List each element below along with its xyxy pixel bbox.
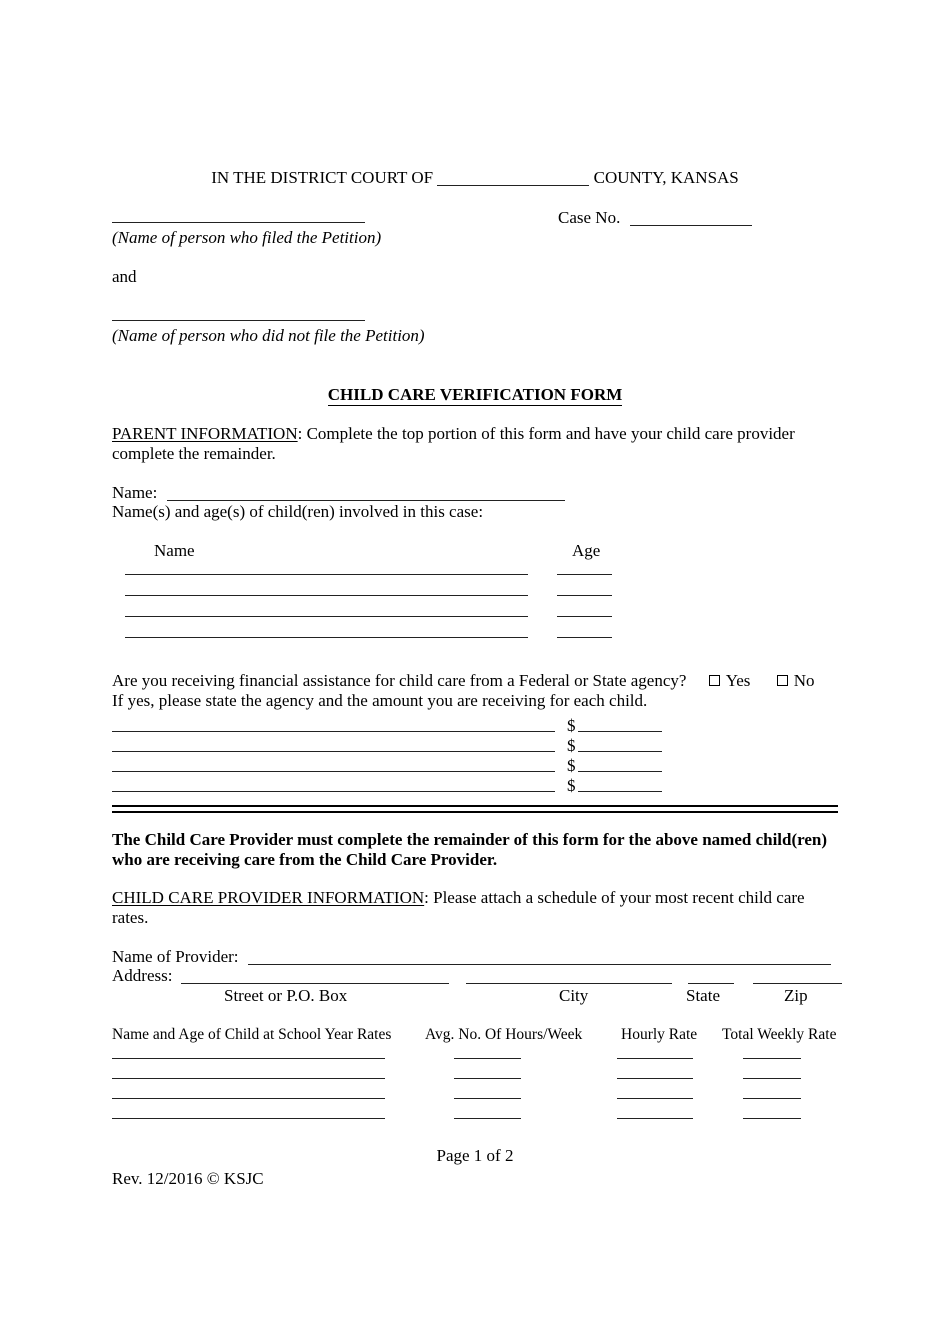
yes-label: Yes: [725, 671, 751, 690]
rate-hours-blank[interactable]: [454, 1098, 521, 1099]
assistance-question: Are you receiving financial assistance for child care from a Federal or State agency?: [112, 671, 687, 690]
form-title: CHILD CARE VERIFICATION FORM: [327, 385, 623, 404]
yes-checkbox[interactable]: [709, 675, 720, 686]
conjunction-and: and: [112, 267, 137, 286]
amount-blank[interactable]: [578, 791, 662, 792]
agency-name-blank[interactable]: [112, 791, 555, 792]
provider-name-blank[interactable]: [248, 947, 831, 965]
state-blank[interactable]: [688, 966, 734, 984]
provider-name-row: [112, 947, 831, 967]
rate-header-hourly: Hourly Rate: [621, 1026, 698, 1043]
child-age-blank[interactable]: [557, 616, 612, 617]
rate-weekly-blank[interactable]: [743, 1058, 801, 1059]
rate-hourly-blank[interactable]: [617, 1078, 693, 1079]
rate-child-blank[interactable]: [112, 1058, 385, 1059]
parent-information-instructions: : Complete the top portion of this form and have your child care provider complete the remainder.: [112, 424, 795, 463]
rate-child-blank[interactable]: [112, 1118, 385, 1119]
amount-blank[interactable]: [578, 731, 662, 732]
revision-note: Rev. 12/2016 © KSJC: [112, 1169, 264, 1188]
no-option: [777, 671, 815, 690]
agency-name-blank[interactable]: [112, 731, 555, 732]
city-blank[interactable]: [466, 966, 672, 984]
rate-hours-blank[interactable]: [454, 1118, 521, 1119]
agency-name-blank[interactable]: [112, 751, 555, 752]
rate-hours-blank[interactable]: [454, 1058, 521, 1059]
dollar-sign: $: [567, 756, 576, 775]
parent-name-label: Name:: [112, 483, 158, 502]
child-name-blank[interactable]: [125, 637, 528, 638]
child-name-column-header: Name: [154, 541, 195, 560]
parent-name-row: [112, 483, 565, 503]
rate-hours-blank[interactable]: [454, 1078, 521, 1079]
address-row: [112, 966, 842, 986]
dollar-sign: $: [567, 716, 576, 735]
zip-sublabel: Zip: [784, 986, 808, 1005]
child-name-blank[interactable]: [125, 595, 528, 596]
provider-notice: The Child Care Provider must complete the remainder of this form for the above named child(ren) who are receiving care from the Child Care Provider.: [112, 830, 828, 869]
rate-weekly-blank[interactable]: [743, 1118, 801, 1119]
case-number-blank[interactable]: [630, 208, 752, 226]
zip-blank[interactable]: [753, 966, 842, 984]
child-name-blank[interactable]: [125, 616, 528, 617]
no-checkbox[interactable]: [777, 675, 788, 686]
section-divider: [112, 805, 838, 813]
provider-information-instructions: : Please attach a schedule of your most recent child care rates.: [112, 888, 805, 927]
child-age-blank[interactable]: [557, 637, 612, 638]
rate-child-blank[interactable]: [112, 1098, 385, 1099]
rate-child-blank[interactable]: [112, 1078, 385, 1079]
parent-information-heading: PARENT INFORMATION: [112, 424, 298, 443]
rate-header-weekly: Total Weekly Rate: [722, 1026, 837, 1043]
page-number: Page 1 of 2: [436, 1146, 514, 1165]
no-label: No: [793, 671, 815, 690]
parent-information-paragraph: [112, 424, 838, 463]
rate-hourly-blank[interactable]: [617, 1098, 693, 1099]
provider-information-heading: CHILD CARE PROVIDER INFORMATION: [112, 888, 425, 907]
provider-information-paragraph: [112, 888, 838, 927]
rate-weekly-blank[interactable]: [743, 1078, 801, 1079]
state-sublabel: State: [686, 986, 720, 1005]
amount-blank[interactable]: [578, 751, 662, 752]
amount-blank[interactable]: [578, 771, 662, 772]
dollar-sign: $: [567, 736, 576, 755]
street-sublabel: Street or P.O. Box: [224, 986, 348, 1005]
rate-hourly-blank[interactable]: [617, 1058, 693, 1059]
rate-hourly-blank[interactable]: [617, 1118, 693, 1119]
court-heading-prefix: IN THE DISTRICT COURT OF: [211, 168, 434, 187]
assistance-question-row: [112, 671, 814, 691]
child-age-blank[interactable]: [557, 595, 612, 596]
case-number-label: Case No.: [558, 208, 621, 227]
respondent-caption: (Name of person who did not file the Petition): [112, 326, 425, 345]
court-heading-suffix: COUNTY, KANSAS: [593, 168, 739, 187]
form-title-row: [112, 385, 838, 406]
petitioner-caption: (Name of person who filed the Petition): [112, 228, 382, 247]
parent-name-blank[interactable]: [167, 483, 565, 501]
provider-name-label: Name of Provider:: [112, 947, 239, 966]
petitioner-name-blank[interactable]: [112, 222, 365, 223]
respondent-name-blank[interactable]: [112, 320, 365, 321]
yes-option: [709, 671, 751, 690]
rate-header-hours: Avg. No. Of Hours/Week: [425, 1026, 583, 1043]
city-sublabel: City: [559, 986, 589, 1005]
agency-name-blank[interactable]: [112, 771, 555, 772]
assistance-followup: If yes, please state the agency and the amount you are receiving for each child.: [112, 691, 648, 710]
child-name-blank[interactable]: [125, 574, 528, 575]
street-blank[interactable]: [181, 966, 449, 984]
child-age-column-header: Age: [572, 541, 601, 560]
rate-weekly-blank[interactable]: [743, 1098, 801, 1099]
county-blank[interactable]: [437, 168, 589, 186]
children-prompt: Name(s) and age(s) of child(ren) involved in this case:: [112, 502, 484, 521]
case-number-row: [558, 208, 752, 228]
court-heading: [112, 168, 838, 188]
child-age-blank[interactable]: [557, 574, 612, 575]
rate-header-child: Name and Age of Child at School Year Rates: [112, 1026, 392, 1043]
dollar-sign: $: [567, 776, 576, 795]
address-label: Address:: [112, 966, 173, 985]
